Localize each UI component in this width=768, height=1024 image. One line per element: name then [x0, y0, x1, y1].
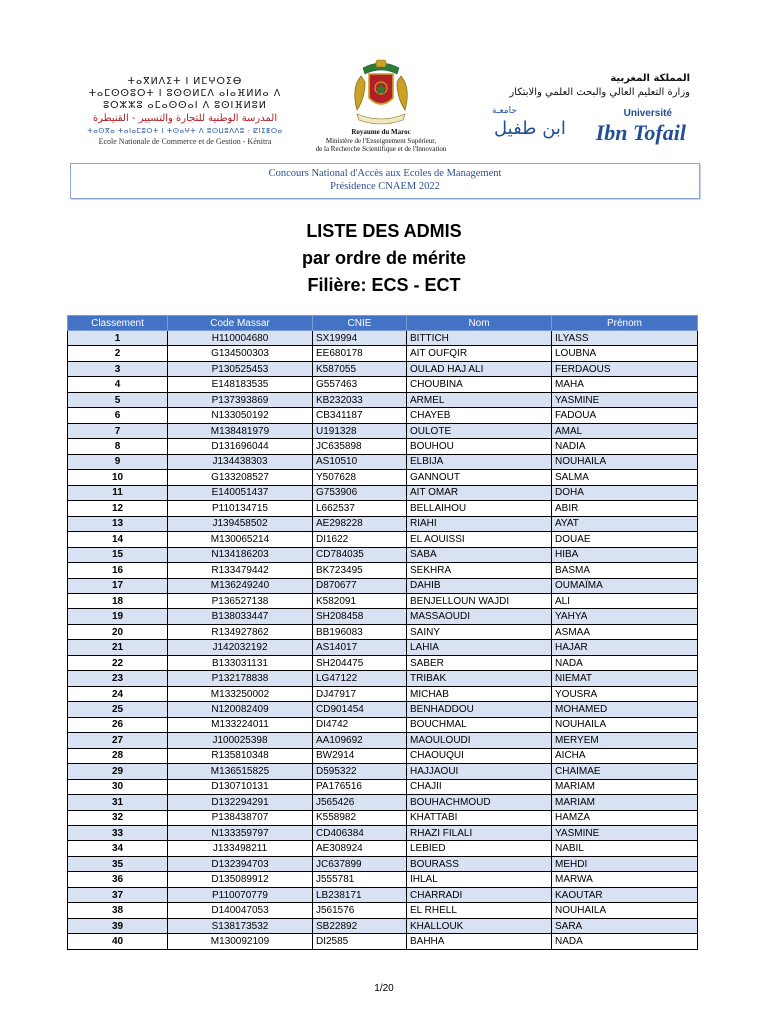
cell-prenom: NADA	[552, 934, 698, 949]
cell-rank: 26	[68, 717, 168, 732]
table-row	[68, 686, 698, 701]
cell-massar: M133224011	[168, 717, 313, 732]
cell-prenom: SALMA	[552, 470, 698, 485]
cell-cnie: CB341187	[313, 408, 407, 423]
cell-prenom: KAOUTAR	[552, 887, 698, 902]
cell-rank: 32	[68, 810, 168, 825]
cell-rank: 23	[68, 671, 168, 686]
cell-nom: BELLAIHOU	[407, 501, 552, 516]
royaume-text: Royaume du Maroc	[351, 128, 411, 136]
cell-rank: 7	[68, 423, 168, 438]
contest-banner	[70, 163, 700, 199]
cell-cnie: DJ47917	[313, 686, 407, 701]
table-row	[68, 872, 698, 887]
column-header-nom: Nom	[407, 316, 552, 331]
cell-cnie: PA176516	[313, 779, 407, 794]
cell-prenom: MARIAM	[552, 795, 698, 810]
cell-massar: R134927862	[168, 624, 313, 639]
cell-rank: 30	[68, 779, 168, 794]
title-filiere: Filière: ECS - ECT	[307, 275, 461, 295]
table-row	[68, 655, 698, 670]
page-number: 1/20	[374, 983, 394, 994]
cell-rank: 10	[68, 470, 168, 485]
cell-nom: CHAJII	[407, 779, 552, 794]
cell-cnie: AS10510	[313, 454, 407, 469]
cell-prenom: CHAIMAE	[552, 764, 698, 779]
cell-prenom: SARA	[552, 918, 698, 933]
table-row	[68, 702, 698, 717]
cell-nom: BAHHA	[407, 934, 552, 949]
ministry-arabic: وزارة التعليم العالي والبحث العلمي والابتكار	[509, 87, 690, 98]
cell-nom: MASSAOUDI	[407, 609, 552, 624]
table-row	[68, 609, 698, 624]
column-header-code-massar: Code Massar	[168, 316, 313, 331]
cell-cnie: SX19994	[313, 331, 407, 346]
cell-massar: E148183535	[168, 377, 313, 392]
cell-nom: BITTICH	[407, 331, 552, 346]
table-row	[68, 346, 698, 361]
cell-massar: J134438303	[168, 454, 313, 469]
cell-rank: 24	[68, 686, 168, 701]
table-row	[68, 887, 698, 902]
cell-massar: J100025398	[168, 733, 313, 748]
cell-cnie: D595322	[313, 764, 407, 779]
admis-table	[67, 315, 698, 950]
university-arabic-name: ابن طفيل	[494, 118, 566, 139]
cell-nom: RIAHI	[407, 516, 552, 531]
table-row	[68, 578, 698, 593]
cell-prenom: YOUSRA	[552, 686, 698, 701]
cell-nom: OULOTE	[407, 423, 552, 438]
table-row	[68, 485, 698, 500]
cell-cnie: KB232033	[313, 392, 407, 407]
cell-nom: BOUCHMAL	[407, 717, 552, 732]
cell-rank: 4	[68, 377, 168, 392]
cell-nom: RHAZI FILALI	[407, 826, 552, 841]
cell-prenom: MAHA	[552, 377, 698, 392]
table-row	[68, 810, 698, 825]
cell-rank: 5	[68, 392, 168, 407]
cell-rank: 8	[68, 439, 168, 454]
cell-nom: AIT OUFQIR	[407, 346, 552, 361]
cell-cnie: L662537	[313, 501, 407, 516]
cell-prenom: NADA	[552, 655, 698, 670]
cell-massar: M138481979	[168, 423, 313, 438]
title-ordre-merite: par ordre de mérite	[301, 248, 467, 268]
cell-prenom: ILYASS	[552, 331, 698, 346]
cell-massar: J139458502	[168, 516, 313, 531]
cell-rank: 28	[68, 748, 168, 763]
encg-french-name: Ecole Nationale de Commerce et de Gestion - Kénitra	[98, 137, 272, 146]
cell-rank: 31	[68, 795, 168, 810]
cell-massar: J142032192	[168, 640, 313, 655]
cell-prenom: NOUHAILA	[552, 454, 698, 469]
cell-rank: 40	[68, 934, 168, 949]
cell-massar: P110070779	[168, 887, 313, 902]
cell-rank: 14	[68, 532, 168, 547]
cell-prenom: FERDAOUS	[552, 361, 698, 376]
encg-arabic-name: المدرسة الوطنية للتجارة والتسيير - القنيطرة	[92, 113, 278, 124]
cell-nom: OULAD HAJ ALI	[407, 361, 552, 376]
table-row	[68, 733, 698, 748]
cell-rank: 6	[68, 408, 168, 423]
cell-nom: AIT OMAR	[407, 485, 552, 500]
cell-massar: P110134715	[168, 501, 313, 516]
cell-massar: N133359797	[168, 826, 313, 841]
cell-massar: B138033447	[168, 609, 313, 624]
cell-rank: 34	[68, 841, 168, 856]
cell-rank: 38	[68, 903, 168, 918]
cell-prenom: BASMA	[552, 563, 698, 578]
table-row	[68, 671, 698, 686]
cell-nom: HAJJAOUI	[407, 764, 552, 779]
cell-cnie: K582091	[313, 593, 407, 608]
table-row	[68, 717, 698, 732]
cell-cnie: Y507628	[313, 470, 407, 485]
cell-cnie: SH208458	[313, 609, 407, 624]
cell-rank: 15	[68, 547, 168, 562]
cell-massar: N120082409	[168, 702, 313, 717]
cell-cnie: K558982	[313, 810, 407, 825]
cell-prenom: YASMINE	[552, 826, 698, 841]
cell-rank: 1	[68, 331, 168, 346]
cell-rank: 21	[68, 640, 168, 655]
table-row	[68, 903, 698, 918]
cell-massar: D132294291	[168, 795, 313, 810]
cell-rank: 20	[68, 624, 168, 639]
cell-rank: 12	[68, 501, 168, 516]
ministry-block	[296, 58, 466, 154]
table-row	[68, 779, 698, 794]
table-row	[68, 826, 698, 841]
banner-line-2: Présidence CNAEM 2022	[330, 181, 440, 192]
cell-nom: ARMEL	[407, 392, 552, 407]
cell-prenom: NABIL	[552, 841, 698, 856]
cell-cnie: AS14017	[313, 640, 407, 655]
ministere-line-1: Ministère de l'Enseignement Supérieur,	[325, 136, 437, 145]
cell-massar: S138173532	[168, 918, 313, 933]
cell-cnie: BB196083	[313, 624, 407, 639]
cell-massar: G134500303	[168, 346, 313, 361]
cell-cnie: EE680178	[313, 346, 407, 361]
cell-rank: 16	[68, 563, 168, 578]
table-row	[68, 934, 698, 949]
table-row	[68, 563, 698, 578]
cell-massar: P130525453	[168, 361, 313, 376]
cell-prenom: FADOUA	[552, 408, 698, 423]
cell-prenom: MARIAM	[552, 779, 698, 794]
cell-prenom: NADIA	[552, 439, 698, 454]
table-row	[68, 841, 698, 856]
cell-cnie: SH204475	[313, 655, 407, 670]
cell-nom: KHALLOUK	[407, 918, 552, 933]
column-header-cnie: CNIE	[313, 316, 407, 331]
cell-prenom: DOUAE	[552, 532, 698, 547]
cell-massar: H110004680	[168, 331, 313, 346]
university-logo	[470, 106, 690, 156]
cell-massar: R133479442	[168, 563, 313, 578]
table-row	[68, 423, 698, 438]
cell-cnie: CD784035	[313, 547, 407, 562]
cell-nom: BOUHOU	[407, 439, 552, 454]
cell-prenom: YASMINE	[552, 392, 698, 407]
cell-prenom: AICHA	[552, 748, 698, 763]
cell-rank: 39	[68, 918, 168, 933]
banner-line-1: Concours National d'Accès aux Ecoles de Management	[268, 168, 502, 179]
cell-cnie: DI1622	[313, 532, 407, 547]
cell-massar: D131696044	[168, 439, 313, 454]
cell-cnie: U191328	[313, 423, 407, 438]
cell-prenom: ALI	[552, 593, 698, 608]
cell-cnie: LB238171	[313, 887, 407, 902]
cell-rank: 19	[68, 609, 168, 624]
table-row	[68, 547, 698, 562]
cell-massar: P132178838	[168, 671, 313, 686]
table-row	[68, 377, 698, 392]
cell-rank: 9	[68, 454, 168, 469]
cell-cnie: LG47122	[313, 671, 407, 686]
cell-prenom: HIBA	[552, 547, 698, 562]
cell-rank: 25	[68, 702, 168, 717]
university-block	[470, 72, 690, 156]
cell-cnie: AE308924	[313, 841, 407, 856]
cell-cnie: CD901454	[313, 702, 407, 717]
cell-nom: ELBIJA	[407, 454, 552, 469]
cell-massar: J133498211	[168, 841, 313, 856]
cell-nom: BOURASS	[407, 856, 552, 871]
cell-cnie: CD406384	[313, 826, 407, 841]
cell-nom: CHARRADI	[407, 887, 552, 902]
cell-cnie: D870677	[313, 578, 407, 593]
cell-cnie: AE298228	[313, 516, 407, 531]
cell-nom: MAOULOUDI	[407, 733, 552, 748]
cell-massar: M130065214	[168, 532, 313, 547]
table-row	[68, 764, 698, 779]
encg-tifinagh-name: ⵜⴰⵙⴳⴰ ⵜⴰⵏⴰⵎⵓⵔⵜ ⵏ ⵜⵙⴰⵖⵜ ⴷ ⵓⵙⵡⵓⴷⴷⵓ - ⵇⵏⵉⵟⵔⴰ	[87, 127, 283, 135]
cell-nom: TRIBAK	[407, 671, 552, 686]
cell-massar: D132394703	[168, 856, 313, 871]
table-row	[68, 361, 698, 376]
cell-prenom: NOUHAILA	[552, 903, 698, 918]
cell-prenom: HAMZA	[552, 810, 698, 825]
cell-rank: 36	[68, 872, 168, 887]
cell-rank: 35	[68, 856, 168, 871]
cell-prenom: YAHYA	[552, 609, 698, 624]
cell-nom: GANNOUT	[407, 470, 552, 485]
cell-cnie: G557463	[313, 377, 407, 392]
cell-prenom: MEHDI	[552, 856, 698, 871]
cell-nom: CHAYEB	[407, 408, 552, 423]
cell-cnie: J565426	[313, 795, 407, 810]
cell-prenom: MOHAMED	[552, 702, 698, 717]
cell-massar: D130710131	[168, 779, 313, 794]
cell-cnie: K587055	[313, 361, 407, 376]
cell-nom: SABA	[407, 547, 552, 562]
table-row	[68, 470, 698, 485]
table-row	[68, 331, 698, 346]
cell-prenom: MERYEM	[552, 733, 698, 748]
cell-massar: M133250002	[168, 686, 313, 701]
cell-massar: P138438707	[168, 810, 313, 825]
cell-cnie: DI2585	[313, 934, 407, 949]
cell-massar: P136527138	[168, 593, 313, 608]
cell-rank: 13	[68, 516, 168, 531]
cell-rank: 18	[68, 593, 168, 608]
cell-cnie: SB22892	[313, 918, 407, 933]
title-liste-admis: LISTE DES ADMIS	[306, 221, 462, 241]
university-name: Ibn Tofail	[595, 120, 686, 145]
cell-nom: KHATTABI	[407, 810, 552, 825]
cell-prenom: MARWA	[552, 872, 698, 887]
column-header-classement: Classement	[68, 316, 168, 331]
cell-nom: LAHIA	[407, 640, 552, 655]
table-row	[68, 640, 698, 655]
cell-prenom: AMAL	[552, 423, 698, 438]
cell-nom: CHAOUQUI	[407, 748, 552, 763]
cell-massar: N134186203	[168, 547, 313, 562]
cell-prenom: OUMAÏMA	[552, 578, 698, 593]
cell-massar: B133031131	[168, 655, 313, 670]
cell-cnie: J555781	[313, 872, 407, 887]
cell-rank: 3	[68, 361, 168, 376]
cell-massar: G133208527	[168, 470, 313, 485]
cell-nom: MICHAB	[407, 686, 552, 701]
cell-prenom: LOUBNA	[552, 346, 698, 361]
table-row	[68, 501, 698, 516]
cell-nom: IHLAL	[407, 872, 552, 887]
cell-nom: CHOUBINA	[407, 377, 552, 392]
cell-cnie: DI4742	[313, 717, 407, 732]
cell-cnie: BK723495	[313, 563, 407, 578]
tifinagh-line-2: ⵜⴰⵎⵙⵙⵓⵔⵜ ⵏ ⵓⵙⵙⵍⵎⴷ ⴰⵏⴰⴼⵍⵍⴰ ⴷ	[88, 88, 282, 99]
table-row	[68, 532, 698, 547]
cell-massar: P137393869	[168, 392, 313, 407]
university-arabic-label: جامعـة	[492, 106, 517, 116]
cell-nom: BENJELLOUN WAJDI	[407, 593, 552, 608]
cell-massar: M130092109	[168, 934, 313, 949]
table-row	[68, 748, 698, 763]
cell-rank: 22	[68, 655, 168, 670]
cell-prenom: NIEMAT	[552, 671, 698, 686]
cell-massar: E140051437	[168, 485, 313, 500]
table-row	[68, 624, 698, 639]
table-header-row	[68, 316, 698, 331]
tifinagh-line-3: ⵓⵔⵣⵣⵓ ⴰⵎⴰⵙⵙⴰⵏ ⴷ ⵓⵙⵏⴼⵍⵓⵍ	[103, 100, 267, 111]
cell-nom: SAINY	[407, 624, 552, 639]
cell-rank: 2	[68, 346, 168, 361]
university-label: Université	[623, 108, 672, 119]
cell-massar: M136515825	[168, 764, 313, 779]
table-body	[68, 331, 698, 950]
cell-rank: 33	[68, 826, 168, 841]
table-row	[68, 408, 698, 423]
cell-cnie: AA109692	[313, 733, 407, 748]
table-row	[68, 856, 698, 871]
cell-cnie: JC635898	[313, 439, 407, 454]
table-row	[68, 439, 698, 454]
cell-nom: EL AOUISSI	[407, 532, 552, 547]
coat-of-arms-icon	[343, 58, 419, 128]
cell-massar: R135810348	[168, 748, 313, 763]
tifinagh-line-1: ⵜⴰⴳⵍⴷⵉⵜ ⵏ ⵍⵎⵖⵔⵉⴱ	[127, 76, 243, 87]
column-header-prenom: Prénom	[552, 316, 698, 331]
table-row	[68, 795, 698, 810]
cell-rank: 11	[68, 485, 168, 500]
table-row	[68, 454, 698, 469]
cell-prenom: AYAT	[552, 516, 698, 531]
cell-nom: SEKHRA	[407, 563, 552, 578]
cell-prenom: ASMAA	[552, 624, 698, 639]
cell-nom: LEBIED	[407, 841, 552, 856]
table-row	[68, 918, 698, 933]
ministere-line-2: de la Recherche Scientifique et de l'Innovation	[315, 145, 447, 153]
cell-massar: N133050192	[168, 408, 313, 423]
cell-nom: BENHADDOU	[407, 702, 552, 717]
cell-nom: DAHIB	[407, 578, 552, 593]
table-row	[68, 593, 698, 608]
cell-prenom: HAJAR	[552, 640, 698, 655]
cell-cnie: BW2914	[313, 748, 407, 763]
cell-nom: BOUHACHMOUD	[407, 795, 552, 810]
cell-rank: 17	[68, 578, 168, 593]
cell-massar: M136249240	[168, 578, 313, 593]
table-row	[68, 516, 698, 531]
cell-rank: 27	[68, 733, 168, 748]
cell-cnie: J561576	[313, 903, 407, 918]
encg-logo-block	[80, 76, 290, 147]
cell-massar: D140047053	[168, 903, 313, 918]
cell-nom: EL RHELL	[407, 903, 552, 918]
cell-prenom: ABIR	[552, 501, 698, 516]
table-row	[68, 392, 698, 407]
cell-massar: D135089912	[168, 872, 313, 887]
cell-cnie: JC637899	[313, 856, 407, 871]
cell-rank: 37	[68, 887, 168, 902]
kingdom-arabic: المملكة المغربية	[610, 73, 690, 84]
cell-nom: SABER	[407, 655, 552, 670]
cell-prenom: DOHA	[552, 485, 698, 500]
cell-prenom: NOUHAILA	[552, 717, 698, 732]
cell-rank: 29	[68, 764, 168, 779]
cell-cnie: G753906	[313, 485, 407, 500]
